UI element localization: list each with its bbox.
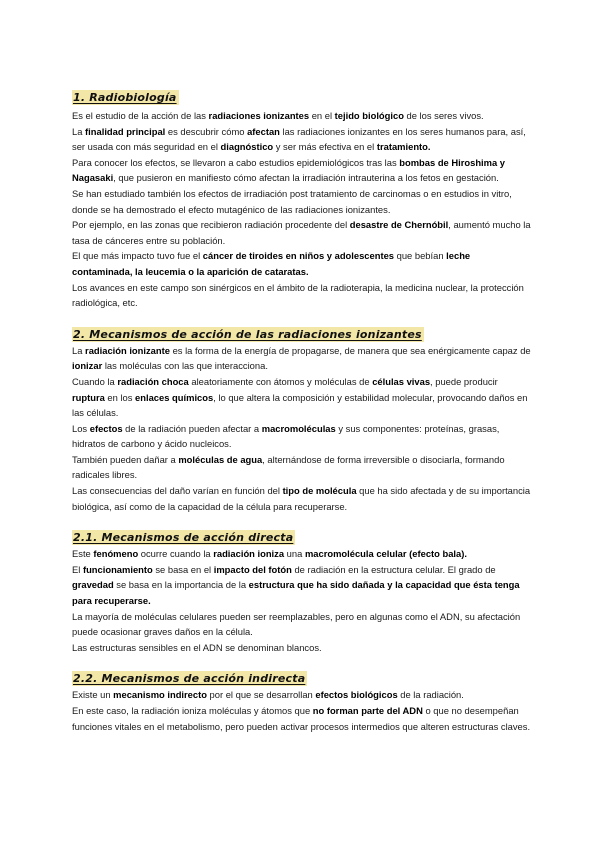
bold-term: leche contaminada, la leucemia o la aparición de cataratas. (72, 250, 471, 277)
text-run: Cuando la (72, 375, 118, 387)
paragraph (72, 343, 532, 374)
bold-term: efectos (89, 422, 123, 434)
text-run: El (72, 563, 83, 575)
section-body (72, 546, 532, 655)
bold-term: afectan (247, 125, 280, 137)
paragraph (72, 452, 532, 483)
section-accion-indirecta (72, 669, 532, 734)
paragraph (72, 562, 532, 609)
bold-term: tratamiento. (376, 141, 431, 153)
text-run: Los avances en este campo son sinérgicos en el ámbito de la radioterapia, la medicina nuclear, la protección radiológica, etc. (72, 281, 524, 309)
text-run: Es el estudio de la acción de las (72, 110, 209, 121)
bold-term: ruptura (72, 391, 105, 403)
text-run: una (284, 548, 305, 560)
section-heading: 2.2. Mecanismos de acción indirecta (73, 672, 306, 686)
bold-term: células vivas (372, 375, 431, 387)
paragraph (72, 421, 532, 452)
text-run: aleatoriamente con átomos y moléculas de (188, 375, 373, 387)
text-run: y sus componentes: proteínas, grasas, hidratos de carbono y ácido nucleicos. (72, 422, 500, 450)
bold-term: gravedad (72, 579, 114, 591)
text-run: de radiación en la estructura celular. El grado de (291, 563, 496, 575)
text-run: que ha sido afectada y de su importancia biológica, así como de la capacidad de la célula para recuperarse. (72, 485, 531, 512)
text-run: Los (72, 422, 90, 434)
bold-term: finalidad principal (85, 125, 166, 137)
text-run: La (72, 125, 86, 137)
text-run: las radiaciones ionizantes en los seres humanos para, así, ser usada con más seguridad en el (72, 125, 526, 153)
bold-term: macromolécula celular (efecto bala). (304, 548, 467, 560)
text-run: , alternándose de forma irreversible o disociarla, formando radicales libres. (72, 453, 505, 481)
text-run: , lo que altera la composición y estabilidad molecular, provocando daños en las células. (72, 391, 528, 419)
bold-term: funcionamiento (82, 563, 153, 575)
text-run: El que más impacto tuvo fue el (72, 250, 203, 262)
section-heading: 2.1. Mecanismos de acción directa (73, 531, 294, 545)
bold-term: moléculas de agua (178, 453, 263, 465)
text-run: , puede producir (430, 375, 498, 387)
paragraph (72, 640, 532, 656)
section-heading: 1. Radiobiología (73, 91, 177, 104)
text-run: por el que se desarrollan (206, 689, 316, 701)
paragraph (72, 687, 532, 703)
text-run: es descubrir cómo (165, 125, 248, 137)
text-run: Las consecuencias del daño varían en función del (72, 485, 283, 497)
bold-term: macromoléculas (261, 422, 336, 434)
bold-term: bombas de Hiroshima y Nagasaki (72, 156, 506, 184)
paragraph (72, 280, 532, 311)
bold-term: no forman parte del ADN (312, 705, 423, 716)
paragraph (72, 217, 532, 248)
text-run: Existe un (72, 689, 114, 701)
bold-term: radiación ionizante (85, 344, 170, 356)
text-run: La (72, 344, 86, 356)
paragraph (72, 124, 532, 155)
bold-term: radiación ioniza (213, 548, 285, 560)
paragraph (72, 546, 532, 562)
document-page (72, 74, 532, 734)
text-run: ocurre cuando la (138, 548, 214, 560)
text-run: o que no desempeñan funciones vitales en el metabolismo, pero pueden activar procesos intermedios que alteren estructuras claves. (72, 705, 531, 732)
text-run: las moléculas con las que interacciona. (102, 360, 268, 372)
paragraph (72, 248, 532, 279)
text-run: , que pusieron en manifiesto cómo afectan la irradiación intrauterina a los fetos en gestación. (113, 172, 499, 184)
paragraph (72, 609, 532, 640)
bold-term: cáncer de tiroides en niños y adolescentes (202, 250, 395, 262)
text-run: También pueden dañar a (72, 453, 179, 465)
section-mecanismos-accion (72, 325, 532, 515)
text-run: de los seres vivos. (403, 110, 484, 121)
text-run: en los (104, 391, 136, 403)
paragraph (72, 186, 532, 217)
section-body (72, 343, 532, 515)
bold-term: mecanismo indirecto (113, 689, 207, 701)
paragraph (72, 108, 532, 124)
section-heading: 2. Mecanismos de acción de las radiaciones ionizantes (73, 327, 422, 341)
bold-term: ionizar (72, 360, 103, 372)
section-accion-directa (72, 528, 532, 655)
text-run: En este caso, la radiación ioniza moléculas y átomos que (72, 705, 313, 716)
text-run: Por ejemplo, en las zonas que recibieron radiación procedente del (72, 219, 350, 231)
text-run: que bebían (394, 250, 447, 262)
bold-term: tejido biológico (334, 110, 404, 121)
bold-term: diagnóstico (220, 141, 274, 153)
text-run: es la forma de la energía de propagarse, de manera que sea enérgicamente capaz de (169, 344, 531, 356)
text-run: Para conocer los efectos, se llevaron a cabo estudios epidemiológicos tras las (72, 156, 400, 168)
paragraph (72, 374, 532, 421)
text-run: Este (72, 548, 94, 560)
bold-term: impacto del fotón (213, 563, 292, 575)
section-body (72, 108, 532, 311)
bold-term: estructura que ha sido dañada y la capacidad que ésta tenga para recuperarse. (72, 579, 520, 607)
bold-term: efectos biológicos (315, 689, 398, 701)
paragraph (72, 483, 532, 514)
text-run: de la radiación. (397, 689, 464, 701)
text-run: Se han estudiado también los efectos de irradiación post tratamiento de carcinomas o en estudios in vitro, donde se ha demostrado el efecto mutagénico de las radiaciones ionizantes. (72, 187, 512, 215)
text-run: se basa en la importancia de la (113, 579, 249, 591)
section-body (72, 687, 532, 734)
paragraph (72, 703, 532, 734)
text-run: se basa en el (152, 563, 214, 575)
text-run: y ser más efectiva en el (273, 141, 377, 153)
section-radiobiologia (72, 88, 532, 311)
text-run: La mayoría de moléculas celulares pueden ser reemplazables, pero en algunas como el ADN, su afectación puede ocasionar graves daños en la célula. (72, 610, 521, 638)
text-run: Las estructuras sensibles en el ADN se denominan blancos. (72, 641, 322, 653)
bold-term: tipo de molécula (282, 485, 357, 497)
bold-term: radiación choca (117, 375, 189, 387)
bold-term: fenómeno (93, 548, 139, 560)
bold-term: radiaciones ionizantes (208, 110, 310, 121)
bold-term: desastre de Chernóbil (349, 219, 449, 231)
paragraph (72, 155, 532, 186)
text-run: en el (309, 110, 335, 121)
bold-term: enlaces químicos (135, 391, 214, 403)
text-run: , aumentó mucho la tasa de cánceres entre su población. (72, 219, 531, 246)
text-run: de la radiación pueden afectar a (122, 422, 262, 434)
